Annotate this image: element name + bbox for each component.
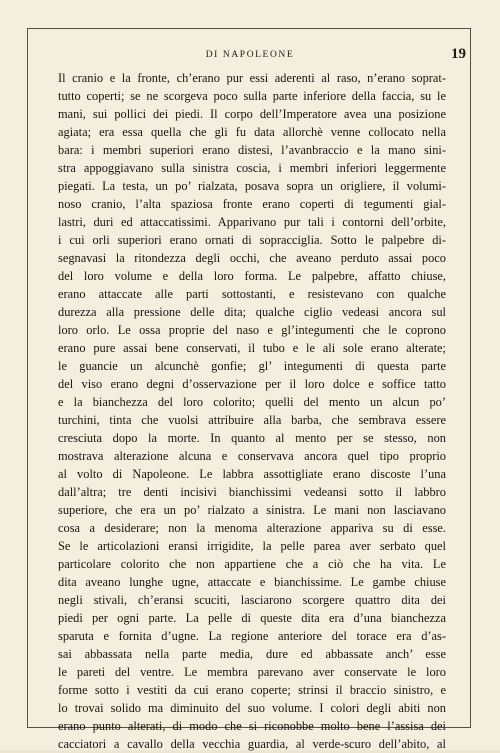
text-line: lo trovai solido ma diminuito del suo volume. I colori degli abiti non <box>58 701 446 715</box>
body-text <box>58 69 446 753</box>
text-line: Il cranio e la fronte, ch’erano pur essi aderenti al raso, n’erano soprat- <box>58 71 446 85</box>
text-line: turchini, tinta che vuolsi attribuire alla barba, che sembrava essere <box>58 413 446 427</box>
text-line: particolare colorito che non appartiene che a ciò che ha vita. Le <box>58 557 446 571</box>
text-line: le pareti del ventre. Le membra parevano aver conservate le loro <box>58 665 446 679</box>
text-line: del loro volume e della loro forma. Le palpebre, affatto chiuse, <box>58 269 446 283</box>
text-line: sai abbassata nella parte media, dure ed abbassate anch’ esse <box>58 647 446 661</box>
text-line: i cui orli superiori erano ornati di sopracciglia. Sotto le palpebre di- <box>58 233 446 247</box>
text-line: cosa a desiderare; non la menoma alterazione appariva su di esse. <box>58 521 446 535</box>
text-line: cresciuta dopo la morte. In quanto al mento per se stesso, non <box>58 431 446 445</box>
text-line: tutto coperti; se ne scorgeva poco sulla parte inferiore della faccia, su le <box>58 89 446 103</box>
text-line: mostrava alterazione alcuna e conservava ancora quel tipo proprio <box>58 449 446 463</box>
text-line: sparuta e fornita d’ugne. La regione anteriore del torace era d’as- <box>58 629 446 643</box>
text-line: noso cranio, l’alta spaziosa fronte erano coperti di tegumenti gial- <box>58 197 446 211</box>
text-line: superiore, che era un po’ rialzato a sinistra. Le mani non lasciavano <box>58 503 446 517</box>
text-line: erano punto alterati, di modo che si riconobbe molto bene l’assisa dei <box>58 719 446 733</box>
text-line: negli stivali, ch’eransi scuciti, lasciarono scorgere quattro dita dei <box>58 593 446 607</box>
text-line: bara: i membri superiori erano distesi, l’avanbraccio e la mano sini- <box>58 143 446 157</box>
text-line: agiata; era essa quella che gli fu data allorchè venne collocato nella <box>58 125 446 139</box>
text-line: e la bianchezza del loro colorito; quelli del mento un alcun po’ <box>58 395 446 409</box>
text-line: durezza alla pressione delle dita; qualche ciglio vedeasi ancora sul <box>58 305 446 319</box>
text-line: del viso erano degni d’osservazione per il loro dolce e soffice tatto <box>58 377 446 391</box>
page-number: 19 <box>451 46 466 62</box>
running-head: DI NAPOLEONE <box>205 50 295 60</box>
text-line: piegati. La testa, un po’ rialzata, posava sopra un origliere, il volumi- <box>58 179 446 193</box>
text-line: Se le articolazioni eransi irrigidite, la pelle parea aver serbato quel <box>58 539 446 553</box>
text-line: mani, sui pollici dei piedi. Il corpo dell’Imperatore avea una posizione <box>58 107 446 121</box>
text-line: piedi per ogni parte. La pelle di queste dita era d’una bianchezza <box>58 611 446 625</box>
text-line: dall’altra; tre denti incisivi bianchissimi vedeansi sotto il labbro <box>58 485 446 499</box>
text-line: le guancie un alcunchè gonfie; gl’ integumenti di questa parte <box>58 359 446 373</box>
text-line: forme sotto i vestiti da cui erano coperte; strinsi il braccio sinistro, e <box>58 683 446 697</box>
text-line: segnavasi la ritondezza degli occhi, che aveano perduto assai poco <box>58 251 446 265</box>
text-line: stra appoggiavano sulla sinistra coscia, i membri inferiori leggermente <box>58 161 446 175</box>
text-line: cacciatori a cavallo della vecchia guardia, al verde-scuro dell’abito, al <box>58 737 446 751</box>
text-line: dita aveano lunghe ugne, attaccate e bianchissime. Le gambe chiuse <box>58 575 446 589</box>
text-line: al volto di Napoleone. Le labbra assottigliate erano discoste l’una <box>58 467 446 481</box>
text-line: erano attaccate alle parti sottostanti, e resistevano con qualche <box>58 287 446 301</box>
page-header <box>40 46 466 66</box>
text-line: erano pure assai bene conservati, il tubo e le ali sole erano alterate; <box>58 341 446 355</box>
text-line: loro orlo. Le ossa proprie del naso e gl’integumenti che le coprono <box>58 323 446 337</box>
text-line: lastri, duri ed attaccatissimi. Apparivano pur tali i contorni dell’orbite, <box>58 215 446 229</box>
